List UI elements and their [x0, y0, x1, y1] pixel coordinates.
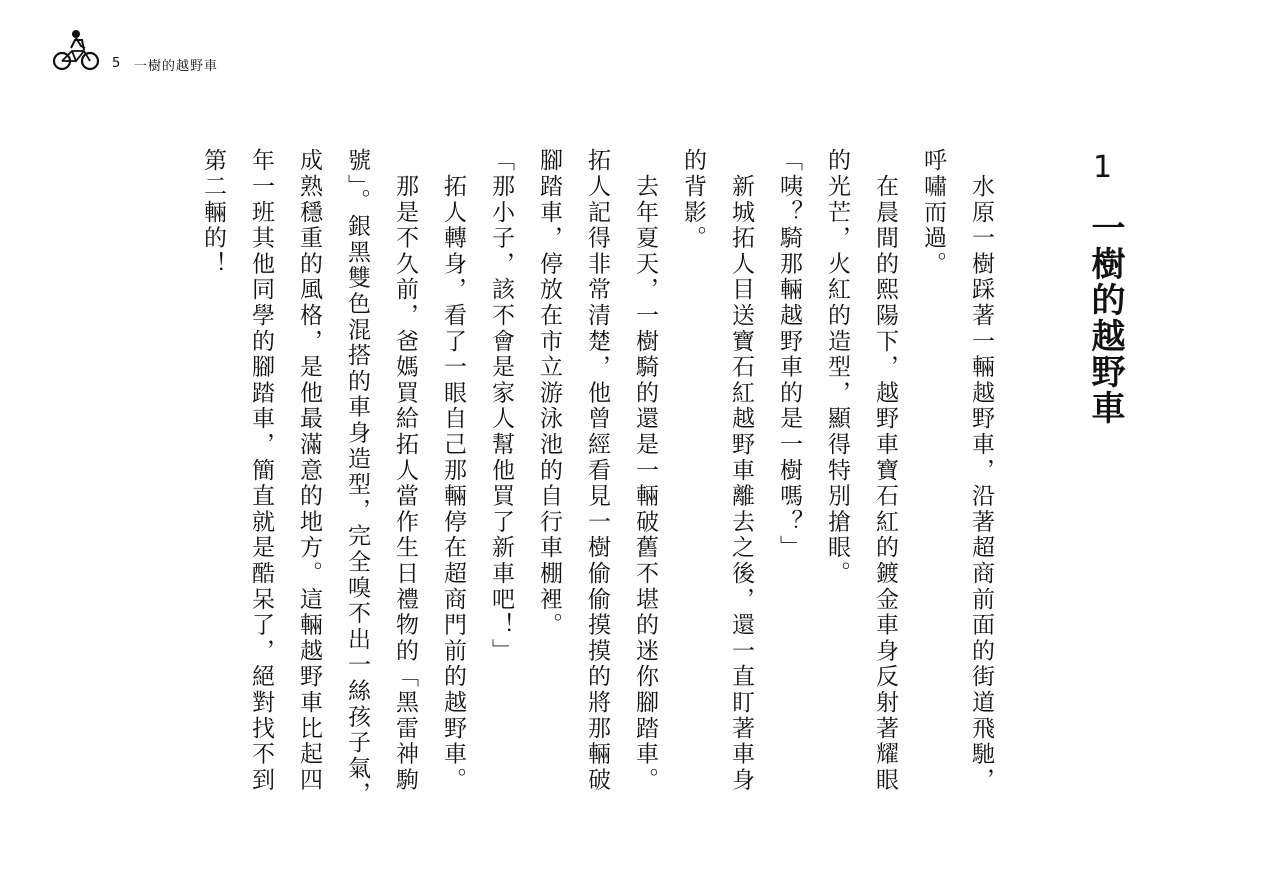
paragraph: 「那小子，該不會是家人幫他買了新車吧！」: [488, 148, 514, 664]
story-text: [189, 148, 1005, 808]
paragraph: 去年夏天，一樹騎的還是一輛破舊不堪的迷你腳踏車。拓人記得非常清楚，他曾經看見一樹偷偷摸摸的將那輛破腳踏車，停放在市立游泳池的自行車棚裡。: [536, 148, 658, 793]
paragraph: 在晨間的熙陽下，越野車寶石紅的鍍金車身反射著耀眼的光芒，火紅的造型，顯得特別搶眼。: [824, 148, 898, 793]
chapter-number: 1: [1093, 150, 1113, 185]
paragraph: 新城拓人目送寶石紅越野車離去之後，還一直盯著車身的背影。: [680, 148, 754, 793]
paragraph: 水原一樹踩著一輛越野車，沿著超商前面的街道飛馳，呼嘯而過。: [920, 148, 994, 793]
bicycle-icon: [52, 26, 102, 72]
running-title: 一樹的越野車: [134, 59, 219, 74]
page-header: [52, 26, 352, 72]
page-number: 5: [112, 56, 121, 71]
paragraph: 「咦？騎那輛越野車的是一樹嗎？」: [776, 148, 802, 561]
paragraph: 那是不久前，爸媽買給拓人當作生日禮物的「黑雷神駒號」。銀黑雙色混搭的車身造型，完全嗅不出一絲孩子氣，成熟穩重的風格，是他最滿意的地方。這輛越野車比起四年一班其他同學的腳踏車，簡直就是酷呆了，絕對找不到第二輛的！: [200, 148, 418, 808]
paragraph: 拓人轉身，看了一眼自己那輛停在超商門前的越野車。: [440, 148, 466, 793]
chapter-title: 一樹的越野車: [1085, 210, 1125, 426]
